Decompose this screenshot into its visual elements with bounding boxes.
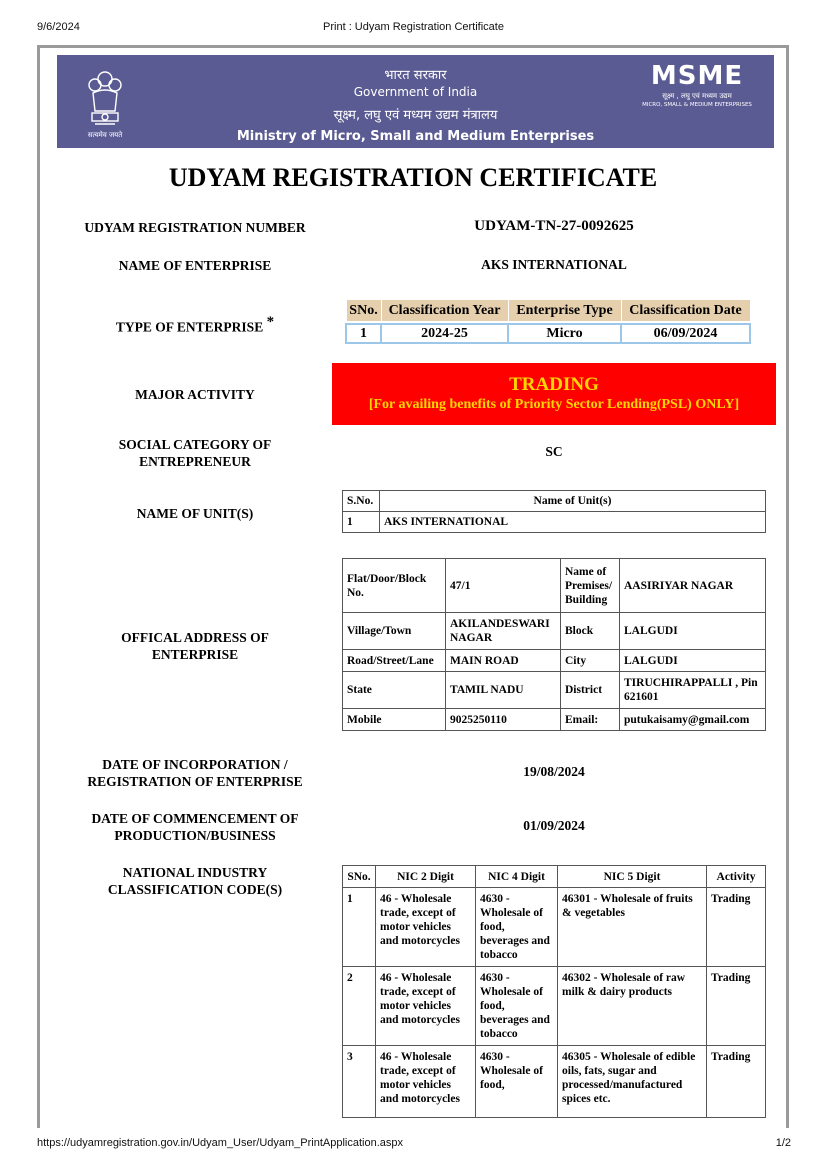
commencement-label bbox=[70, 810, 320, 844]
nic-row2-4digit: 4630 - Wholesale of food, beverages and tobacco bbox=[476, 967, 558, 1046]
district-value: TIRUCHIRAPPALLI , Pin 621601 bbox=[620, 672, 766, 709]
road-label: Road/Street/Lane bbox=[343, 650, 446, 672]
major-activity-box bbox=[332, 363, 776, 425]
nic-row1-activity: Trading bbox=[707, 888, 766, 967]
state-label: State bbox=[343, 672, 446, 709]
commencement-label-line2: PRODUCTION/BUSINESS bbox=[114, 828, 276, 843]
mobile-label: Mobile bbox=[343, 709, 446, 731]
mobile-value: 9025250110 bbox=[446, 709, 561, 731]
banner-govt: Government of India bbox=[353, 85, 478, 99]
msme-english: MICRO, SMALL & MEDIUM ENTERPRISES bbox=[642, 102, 752, 108]
block-value: LALGUDI bbox=[620, 613, 766, 650]
nic-row3-activity: Trading bbox=[707, 1046, 766, 1118]
nic-row1-5digit: 46301 - Wholesale of fruits & vegetables bbox=[558, 888, 707, 967]
nic-label bbox=[70, 864, 320, 898]
commencement-label-line1: DATE OF COMMENCEMENT OF bbox=[91, 811, 299, 826]
reg-number-value: UDYAM-TN-27-0092625 bbox=[474, 218, 634, 234]
banner-hindi-ministry: सूक्ष्म, लघु एवं मध्यम उद्यम मंत्रालय bbox=[333, 108, 498, 123]
city-label: City bbox=[561, 650, 620, 672]
type-cell-type: Micro bbox=[508, 324, 621, 343]
nic-row1-sno: 1 bbox=[343, 888, 376, 967]
address-label bbox=[70, 629, 320, 663]
nic-row1-4digit: 4630 - Wholesale of food, beverages and tobacco bbox=[476, 888, 558, 967]
table-row bbox=[343, 1046, 766, 1118]
address-table bbox=[342, 558, 766, 731]
print-title: Print : Udyam Registration Certificate bbox=[323, 21, 504, 33]
social-label-line1: SOCIAL CATEGORY OF bbox=[118, 437, 272, 452]
nic-header-activity: Activity bbox=[707, 866, 766, 888]
units-cell-sno: 1 bbox=[343, 512, 380, 533]
incorporation-label bbox=[70, 756, 320, 790]
social-category-value: SC bbox=[545, 444, 563, 459]
incorporation-label-line1: DATE OF INCORPORATION / bbox=[102, 757, 288, 772]
village-label: Village/Town bbox=[343, 613, 446, 650]
village-value: AKILANDESWARI NAGAR bbox=[446, 613, 561, 650]
nic-row2-2digit: 46 - Wholesale trade, except of motor vehicles and motorcycles bbox=[376, 967, 476, 1046]
msme-hindi: सूक्ष्म , लघु एवं मध्यम उद्यम bbox=[662, 92, 732, 100]
major-activity-label: MAJOR ACTIVITY bbox=[135, 387, 255, 402]
type-cell-date: 06/09/2024 bbox=[621, 324, 750, 343]
type-cell-sno: 1 bbox=[346, 324, 381, 343]
nic-label-line1: NATIONAL INDUSTRY bbox=[122, 865, 268, 880]
units-label: NAME OF UNIT(S) bbox=[136, 506, 254, 521]
nic-header-2digit: NIC 2 Digit bbox=[376, 866, 476, 888]
units-cell-name: AKS INTERNATIONAL bbox=[380, 512, 766, 533]
road-value: MAIN ROAD bbox=[446, 650, 561, 672]
banner-hindi-govt: भारत सरकार bbox=[384, 68, 447, 83]
incorporation-label-line2: REGISTRATION OF ENTERPRISE bbox=[87, 774, 303, 789]
nic-label-line2: CLASSIFICATION CODE(S) bbox=[107, 882, 283, 897]
certificate bbox=[37, 45, 789, 1128]
commencement-date: 01/09/2024 bbox=[523, 818, 585, 833]
major-activity-value: TRADING bbox=[509, 374, 599, 395]
nic-row3-4digit: 4630 - Wholesale of food, bbox=[476, 1046, 558, 1118]
nic-row2-sno: 2 bbox=[343, 967, 376, 1046]
certificate-title: UDYAM REGISTRATION CERTIFICATE bbox=[168, 163, 658, 192]
enterprise-type-table bbox=[345, 299, 751, 344]
nic-header-5digit: NIC 5 Digit bbox=[558, 866, 707, 888]
reg-number-label: UDYAM REGISTRATION NUMBER bbox=[84, 220, 306, 235]
msme-logo bbox=[638, 63, 756, 123]
premises-value: AASIRIYAR NAGAR bbox=[620, 559, 766, 613]
nic-row2-5digit: 46302 - Wholesale of raw milk & dairy products bbox=[558, 967, 707, 1046]
type-label bbox=[70, 314, 320, 336]
enterprise-name-value: AKS INTERNATIONAL bbox=[481, 257, 627, 272]
city-value: LALGUDI bbox=[620, 650, 766, 672]
units-header-sno: S.No. bbox=[343, 491, 380, 512]
table-row bbox=[343, 888, 766, 967]
email-value: putukaisamy@gmail.com bbox=[620, 709, 766, 731]
type-label-text: TYPE OF ENTERPRISE bbox=[115, 319, 264, 335]
units-table bbox=[342, 490, 766, 533]
nic-row3-2digit: 46 - Wholesale trade, except of motor vehicles and motorcycles bbox=[376, 1046, 476, 1118]
nic-row3-5digit: 46305 - Wholesale of edible oils, fats, sugar and processed/manufactured spices etc. bbox=[558, 1046, 707, 1118]
state-value: TAMIL NADU bbox=[446, 672, 561, 709]
msme-logo-text: MSME bbox=[650, 61, 744, 91]
units-header-name: Name of Unit(s) bbox=[380, 491, 766, 512]
type-header-year: Classification Year bbox=[381, 300, 508, 322]
type-header-sno: SNo. bbox=[346, 300, 381, 322]
email-label: Email: bbox=[561, 709, 620, 731]
nic-table bbox=[342, 865, 766, 1118]
flat-value: 47/1 bbox=[446, 559, 561, 613]
banner-ministry: Ministry of Micro, Small and Medium Enterprises bbox=[236, 129, 595, 144]
address-label-line1: OFFICAL ADDRESS OF bbox=[121, 630, 269, 645]
page-number: 1/2 bbox=[775, 1137, 791, 1149]
nic-row3-sno: 3 bbox=[343, 1046, 376, 1118]
nic-row1-2digit: 46 - Wholesale trade, except of motor vehicles and motorcycles bbox=[376, 888, 476, 967]
type-header-date: Classification Date bbox=[621, 300, 750, 322]
nic-header-4digit: NIC 4 Digit bbox=[476, 866, 558, 888]
psl-note: [For availing benefits of Priority Sector Lending(PSL) ONLY] bbox=[368, 397, 740, 412]
block-label: Block bbox=[561, 613, 620, 650]
flat-label: Flat/Door/Block No. bbox=[343, 559, 446, 613]
type-cell-year: 2024-25 bbox=[381, 324, 508, 343]
social-category-label bbox=[70, 436, 320, 470]
type-header-type: Enterprise Type bbox=[508, 300, 621, 322]
print-url: https://udyamregistration.gov.in/Udyam_User/Udyam_PrintApplication.aspx bbox=[37, 1137, 404, 1149]
government-banner bbox=[57, 55, 774, 148]
nic-header-sno: SNo. bbox=[343, 866, 376, 888]
type-star: * bbox=[266, 314, 275, 330]
table-row bbox=[343, 967, 766, 1046]
print-date: 9/6/2024 bbox=[37, 21, 80, 33]
premises-label: Name of Premises/ Building bbox=[561, 559, 620, 613]
enterprise-name-label: NAME OF ENTERPRISE bbox=[118, 258, 272, 273]
address-label-line2: ENTERPRISE bbox=[151, 647, 239, 662]
emblem-motto: सत्यमेव जयते bbox=[87, 131, 123, 139]
incorporation-date: 19/08/2024 bbox=[523, 764, 585, 779]
district-label: District bbox=[561, 672, 620, 709]
social-label-line2: ENTREPRENEUR bbox=[139, 454, 251, 469]
nic-row2-activity: Trading bbox=[707, 967, 766, 1046]
